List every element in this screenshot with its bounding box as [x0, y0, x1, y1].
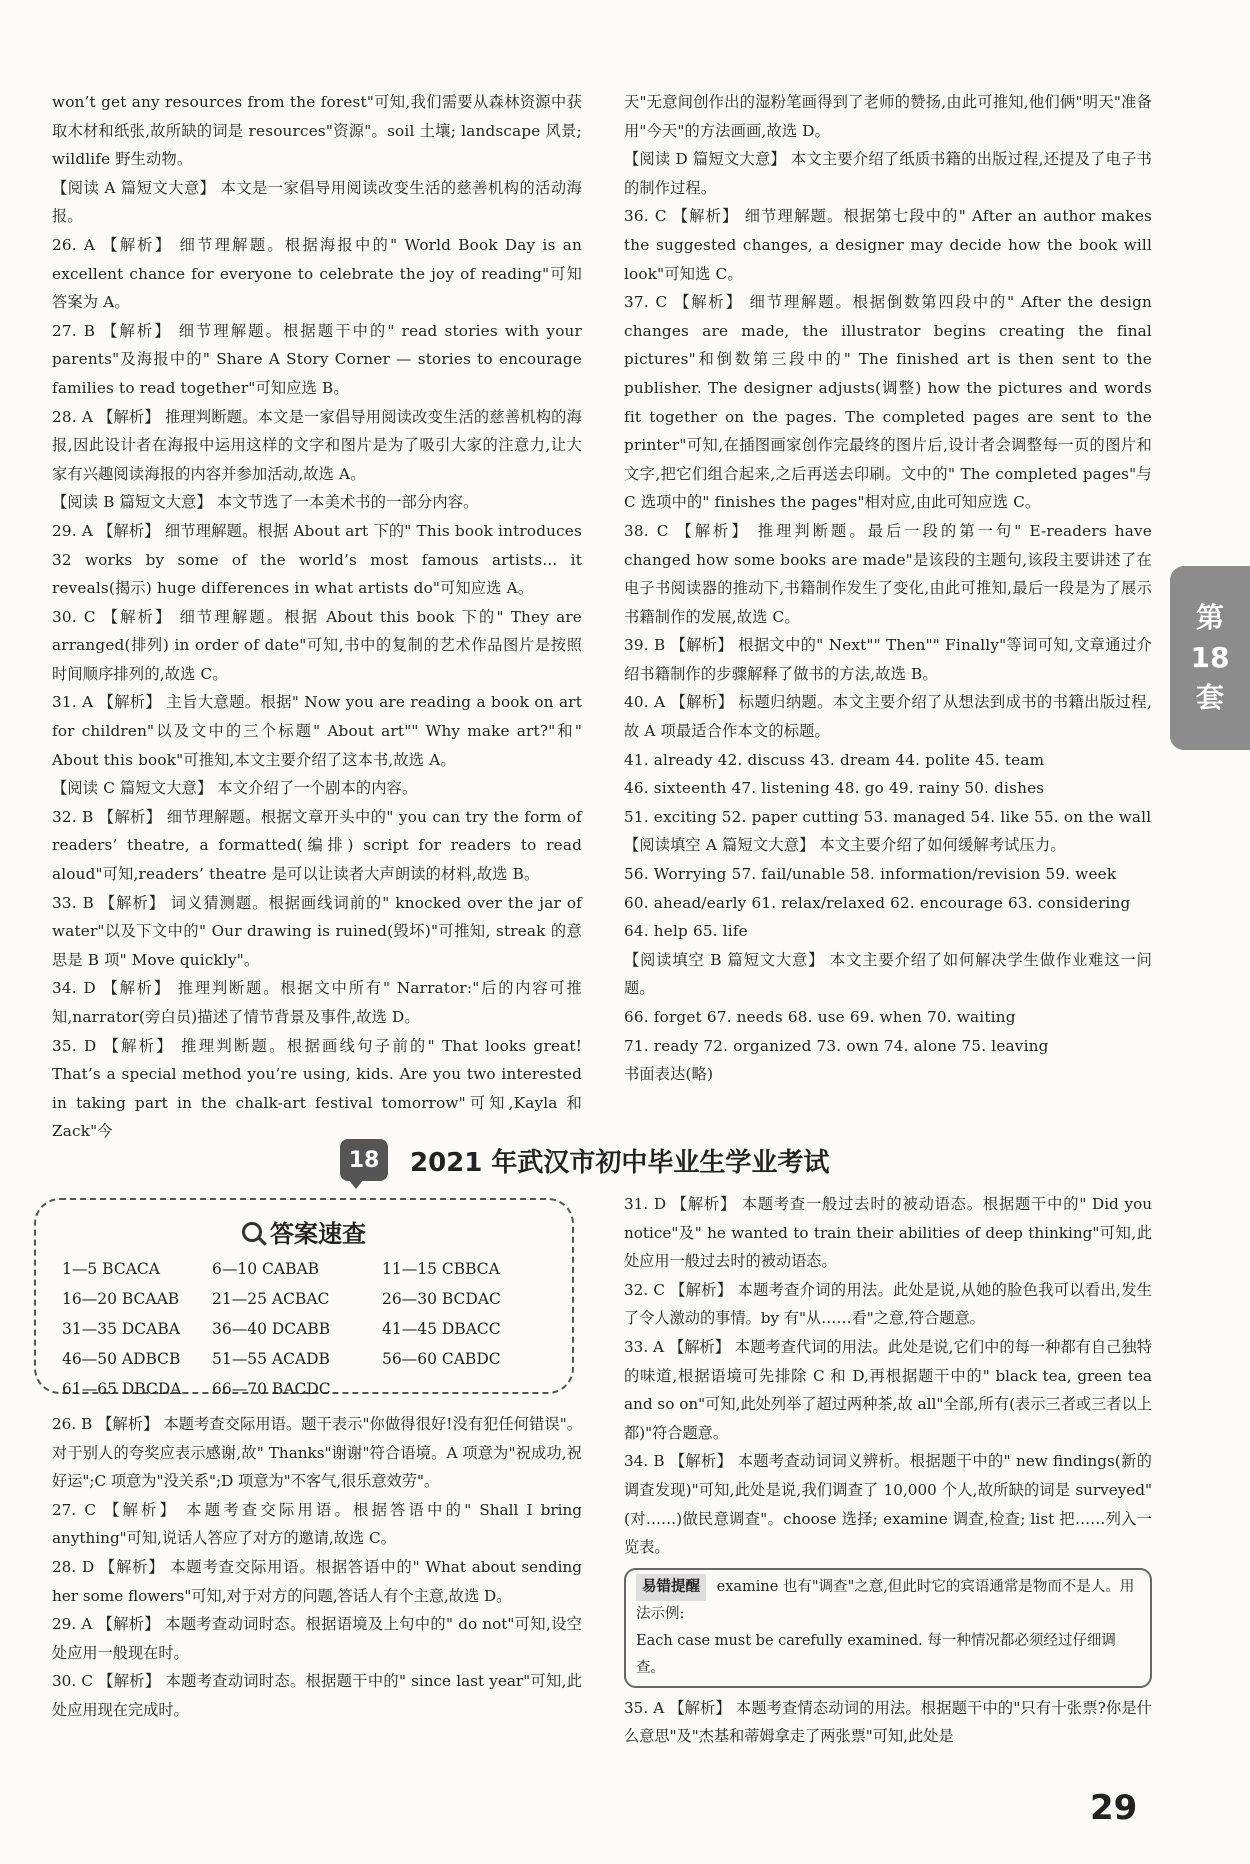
answer-29: 29. A 【解析】 本题考查动词时态。根据语境及上句中的" do not"可知,设空处应用一般现在时。 — [52, 1615, 582, 1662]
answer-28: 28. A 【解析】 推理判断题。本文是一家倡导用阅读改变生活的慈善机构的海报,因此设计者在海报中运用这样的文字和图片是为了吸引大家的注意力,让大家有兴趣阅读海报的内容并参加活动,故选 A。 — [52, 407, 582, 483]
answers-46-50: 46. sixteenth 47. listening 48. go 49. rainy 50. dishes — [624, 779, 1045, 798]
answer-35: 35. A 【解析】 本题考查情态动词的用法。根据题干中的"只有十张票?你是什么意思"及"杰基和蒂姆拿走了两张票"可知,此处是 — [624, 1698, 1152, 1746]
answer-36: 36. C 【解析】 细节理解题。根据第七段中的" After an author makes the suggested changes, a designer may decide how the book will look"可知选 C。 — [624, 207, 1152, 283]
answers-64-65: 64. help 65. life — [624, 922, 748, 941]
tab-char: 套 — [1195, 681, 1224, 714]
answer-30: 30. C 【解析】 细节理解题。根据 About this book 下的" They are arranged(排列) in order of date"可知,书中的复制的艺术作品图片是按照时间顺序排列的,故选 C。 — [52, 607, 582, 683]
page-number: 29 — [1090, 1788, 1138, 1828]
quick-cell: 31—35 DCABA — [62, 1320, 180, 1338]
answers-66-70: 66. forget 67. needs 68. use 69. when 70. waiting — [624, 1008, 1016, 1026]
quick-cell: 11—15 CBBCA — [382, 1260, 500, 1278]
answer-32: 32. B 【解析】 细节理解题。根据文章开头中的" you can try the form of readers’ theatre, a formatted(编排) script for readers to read aloud"可知,readers’ theatre 是可以让读者大声朗读的材料,故选 B。 — [52, 807, 582, 884]
answer-28: 28. D 【解析】 本题考查交际用语。根据答语中的" What about sending her some flowers"可知,对于对方的问题,答话人有个主意,故选 D。 — [52, 1557, 582, 1605]
quick-cell: 16—20 BCAAB — [62, 1290, 180, 1308]
answers-71-75: 71. ready 72. organized 73. own 74. alone 75. leaving — [624, 1036, 1049, 1055]
right-column — [624, 88, 1152, 1089]
answers-41-45: 41. already 42. discuss 43. dream 44. polite 45. team — [624, 750, 1045, 769]
answer-26: 26. A 【解析】 细节理解题。根据海报中的" World Book Day is an excellent chance for everyone to celebrate the joy of reading"可知答案为 A。 — [52, 235, 582, 312]
answer-31: 31. D 【解析】 本题考查一般过去时的被动语态。根据题干中的" Did you notice"及" he wanted to train their abilities of deep thinking"可知,此处应用一般过去时的被动语态。 — [624, 1195, 1152, 1271]
summary-fill-b: 【阅读填空 B 篇短文大意】 本文主要介绍了如何解决学生做作业难这一问题。 — [624, 950, 1152, 998]
quick-cell: 51—55 ACADB — [212, 1350, 330, 1368]
answer-39: 39. B 【解析】 根据文中的" Next"" Then"" Finally"等词可知,文章通过介绍书籍制作的步骤解释了做书的方法,故选 B。 — [624, 636, 1152, 683]
answer-33: 33. A 【解析】 本题考查代词的用法。此处是说,它们中的每一种都有自己独特的味道,根据语境可先排除 C 和 D,再根据题干中的" black tea, green tea and so on"可知,此处列举了超过两种茶,故 all"全部,所有(表示三者或三者以上都)"符合题意。 — [624, 1337, 1152, 1442]
quick-cell: 1—5 BCACA — [62, 1260, 160, 1278]
answer-34: 34. B 【解析】 本题考查动词词义辨析。根据题干中的" new findings(新的调查发现)"可知,此处是说,我们调查了 10,000 个人,故所缺的词是 surveyed"(对……)做民意调查"。choose 选择; examine 调查,检查; list 把……列入一览表。 — [624, 1452, 1152, 1557]
answer-31: 31. A 【解析】 主旨大意题。根据" Now you are reading a book on art for children"以及文中的三个标题" About art"" Why make art?"和" About this book"可推知,本文主要介绍了这本书,故选 A。 — [52, 693, 582, 769]
tip-label: 易错提醒 — [636, 1574, 706, 1601]
search-icon — [242, 1222, 262, 1242]
quick-check-label: 答案速查 — [270, 1220, 366, 1248]
quick-check-grid — [56, 1255, 552, 1403]
answer-27: 27. B 【解析】 细节理解题。根据题干中的" read stories with your parents"及海报中的" Share A Story Corner — stories to encourage families to read together"可知应选 B。 — [52, 321, 582, 397]
answer-40: 40. A 【解析】 标题归纳题。本文主要介绍了从想法到成书的书籍出版过程,故 A 项最适合作本文的标题。 — [624, 693, 1152, 741]
left-column — [52, 88, 582, 1146]
answer-32: 32. C 【解析】 本题考查介词的用法。此处是说,从她的脸色我可以看出,发生了令人激动的事情。by 有"从……看"之意,符合题意。 — [624, 1280, 1152, 1328]
quick-check-title — [56, 1214, 552, 1249]
answer-quick-check — [34, 1198, 574, 1398]
quick-cell: 41—45 DBACC — [382, 1320, 501, 1338]
quick-cell: 26—30 BCDAC — [382, 1290, 501, 1308]
answer-27: 27. C 【解析】 本题考查交际用语。根据答语中的" Shall I bring anything"可知,说话人答应了对方的邀请,故选 C。 — [52, 1500, 582, 1548]
tab-char: 第 — [1195, 601, 1224, 634]
quick-cell: 56—60 CABDC — [382, 1350, 501, 1368]
quick-cell: 61—65 DBCDA — [62, 1380, 182, 1398]
answer-33: 33. B 【解析】 词义猜测题。根据画线词前的" knocked over the jar of water"以及下文中的" Our drawing is ruined(毁坏)"可推知, streak 的意思是 B 项" Move quickly"。 — [52, 893, 582, 969]
summary-b: 【阅读 B 篇短文大意】 本文节选了一本美术书的一部分内容。 — [52, 493, 479, 512]
tab-number: 18 — [1190, 641, 1230, 674]
right-column-bottom — [624, 1190, 1152, 1751]
answer-38: 38. C 【解析】 推理判断题。最后一段的第一句" E-readers have changed how some books are made"是该段的主题句,该段主要讲述了在电子书阅读器的推动下,书籍制作发生了变化,由此可推知,最后一段是为了展示书籍制作的发展,故选 C。 — [624, 521, 1152, 626]
tip-example: Each case must be carefully examined. 每一种情况都必须经过仔细调查。 — [636, 1632, 1116, 1676]
quick-cell: 66—70 BACDC — [212, 1380, 331, 1398]
writing-note: 书面表达(略) — [624, 1065, 714, 1084]
tip-text: examine 也有"调查"之意,但此时它的宾语通常是物而不是人。用法示例: — [636, 1578, 1135, 1622]
summary-c: 【阅读 C 篇短文大意】 本文介绍了一个剧本的内容。 — [52, 779, 418, 798]
answer-34: 34. D 【解析】 推理判断题。根据文中所有" Narrator:"后的内容可推知,narrator(旁白员)描述了情节背景及事件,故选 D。 — [52, 979, 582, 1026]
quick-cell: 21—25 ACBAC — [212, 1290, 330, 1308]
section-header — [340, 1136, 900, 1184]
answer-29: 29. A 【解析】 细节理解题。根据 About art 下的" This book introduces 32 works by some of the world’s most famous artists... it reveals(揭示) huge differences in what artists do"可知应选 A。 — [52, 521, 582, 598]
tip-box — [624, 1568, 1152, 1688]
left-column-bottom — [52, 1410, 582, 1725]
quick-cell — [382, 1375, 542, 1403]
answer-37: 37. C 【解析】 细节理解题。根据倒数第四段中的" After the design changes are made, the illustrator begins creating the final pictures"和倒数第三段中的" The finished art is then sent to the publisher. The designer adjusts(调整) how the pictures and words fit together on the pages. The completed pages are sent to the printer"可知,在插图画家创作完最终的图片后,设计者会调整每一页的图片和文字,把它们组合起来,之后再送去印刷。文中的" The completed pages"与 C 选项中的" finishes the pages"相对应,由此可知应选 C。 — [624, 293, 1152, 512]
quick-cell: 46—50 ADBCB — [62, 1350, 181, 1368]
answer-30: 30. C 【解析】 本题考查动词时态。根据题干中的" since last year"可知,此处应用现在完成时。 — [52, 1672, 582, 1719]
paragraph: won’t get any resources from the forest"可知,我们需要从森林资源中获取木材和纸张,故所缺的词是 resources"资源"。soil 土壤; landscape 风景; wildlife 野生动物。 — [52, 93, 582, 169]
answers-51-55: 51. exciting 52. paper cutting 53. managed 54. like 55. on the wall — [624, 807, 1152, 826]
paragraph: 天"无意间创作出的湿粉笔画得到了老师的赞扬,由此可推知,他们俩"明天"准备用"今天"的方法画画,故选 D。 — [624, 93, 1152, 140]
answers-56-59: 56. Worrying 57. fail/unable 58. information/revision 59. week — [624, 865, 1117, 884]
section-badge: 18 — [340, 1139, 388, 1181]
summary-d: 【阅读 D 篇短文大意】 本文主要介绍了纸质书籍的出版过程,还提及了电子书的制作过程。 — [624, 150, 1152, 197]
section-title: 2021 年武汉市初中毕业生学业考试 — [410, 1147, 830, 1178]
answer-35: 35. D 【解析】 推理判断题。根据画线句子前的" That looks great! That’s a special method you’re using, kids. Are you two interested in taking part in the chalk-art festival tomorrow"可知,Kayla 和 Zack"今 — [52, 1036, 582, 1141]
summary-a: 【阅读 A 篇短文大意】 本文是一家倡导用阅读改变生活的慈善机构的活动海报。 — [52, 178, 582, 226]
answers-60-63: 60. ahead/early 61. relax/relaxed 62. encourage 63. considering — [624, 893, 1131, 912]
quick-cell: 36—40 DCABB — [212, 1320, 331, 1338]
quick-cell: 6—10 CABAB — [212, 1260, 320, 1278]
set-tab — [1170, 566, 1250, 750]
summary-fill-a: 【阅读填空 A 篇短文大意】 本文主要介绍了如何缓解考试压力。 — [624, 836, 1066, 855]
answer-26: 26. B 【解析】 本题考查交际用语。题干表示"你做得很好!没有犯任何错误"。对于别人的夸奖应表示感谢,故" Thanks"谢谢"符合语境。A 项意为"祝成功,祝好运";C 项意为"没关系";D 项意为"不客气,很乐意效劳"。 — [52, 1415, 582, 1491]
